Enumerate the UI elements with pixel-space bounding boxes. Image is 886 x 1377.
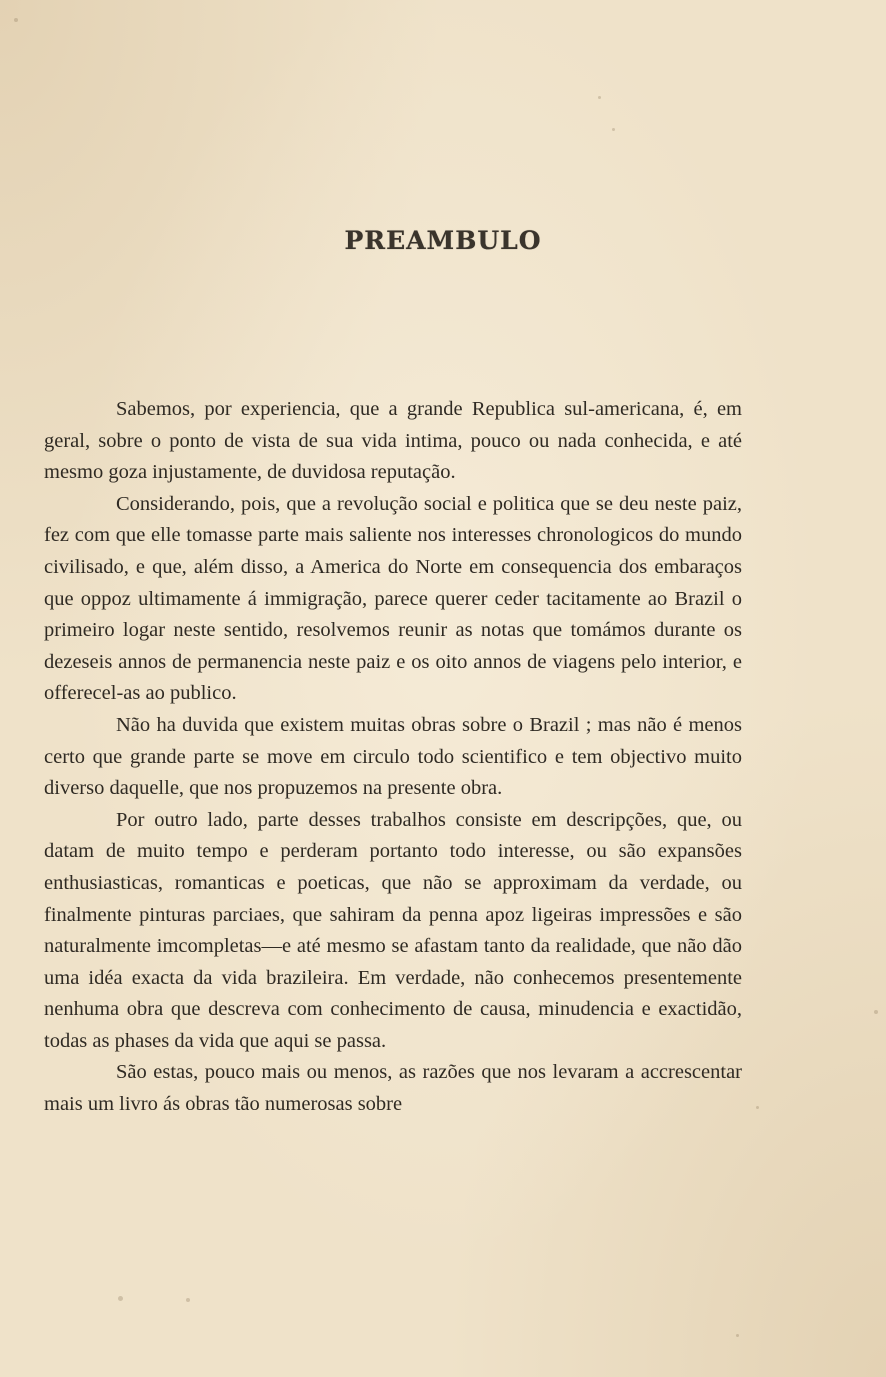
paper-speck	[874, 1010, 878, 1014]
paper-speck	[612, 128, 615, 131]
paragraph-5: São estas, pouco mais ou menos, as razões que nos levaram a accrescentar mais um livro ás obras tão numerosas sobre	[44, 1061, 742, 1116]
paper-speck	[14, 18, 18, 22]
paragraph-3: Não ha duvida que existem muitas obras sobre o Brazil ; mas não é menos certo que grande parte se move em circulo todo scientifico e tem objectivo muito diverso daquelle, que nos propuzemos na presente obra.	[44, 713, 742, 800]
paragraph-1: Sabemos, por experiencia, que a grande Republica sul-americana, é, em geral, sobre o ponto de vista de sua vida intima, pouco ou nada conhecida, e até mesmo goza injustamente, de duvidosa reputação.	[44, 398, 742, 484]
paragraph-2: Considerando, pois, que a revolução social e politica que se deu neste paiz, fez com que elle tomasse parte mais saliente nos interesses chronologicos do mundo civilisado, e que, além disso, a America do Norte em consequencia dos embaraços que oppoz ultimamente á immigração, parece querer ceder tacitamente ao Brazil o primeiro logar neste sentido, resolvemos reunir as notas que tomámos durante os dezeseis annos de permanencia neste paiz e os oito annos de viagens pelo interior, e offerecel-as ao publico.	[44, 492, 742, 705]
page-title: PREAMBULO	[344, 226, 542, 255]
paper-speck	[756, 1106, 759, 1109]
paper-speck	[186, 1298, 190, 1302]
paper-speck	[118, 1296, 123, 1301]
paragraph-4: Por outro lado, parte desses trabalhos consiste em descripções, que, ou datam de muito tempo e perderam portanto todo interesse, ou são expansões enthusiasticas, romanticas e poeticas, que não se approximam da verdade, ou finalmente pinturas parciaes, que sahiram da penna apoz ligeiras impressões e são naturalmente imcompletas—e até mesmo se afastam tanto da realidade, que não dão uma idéa exacta da vida brazileira. Em verdade, não conhecemos presentemente nenhuma obra que descreva com conhecimento de causa, minudencia e exactidão, todas as phases da vida que aqui se passa.	[44, 808, 742, 1052]
paper-speck	[736, 1334, 739, 1337]
paper-speck	[598, 96, 601, 99]
body-text	[44, 394, 742, 1121]
